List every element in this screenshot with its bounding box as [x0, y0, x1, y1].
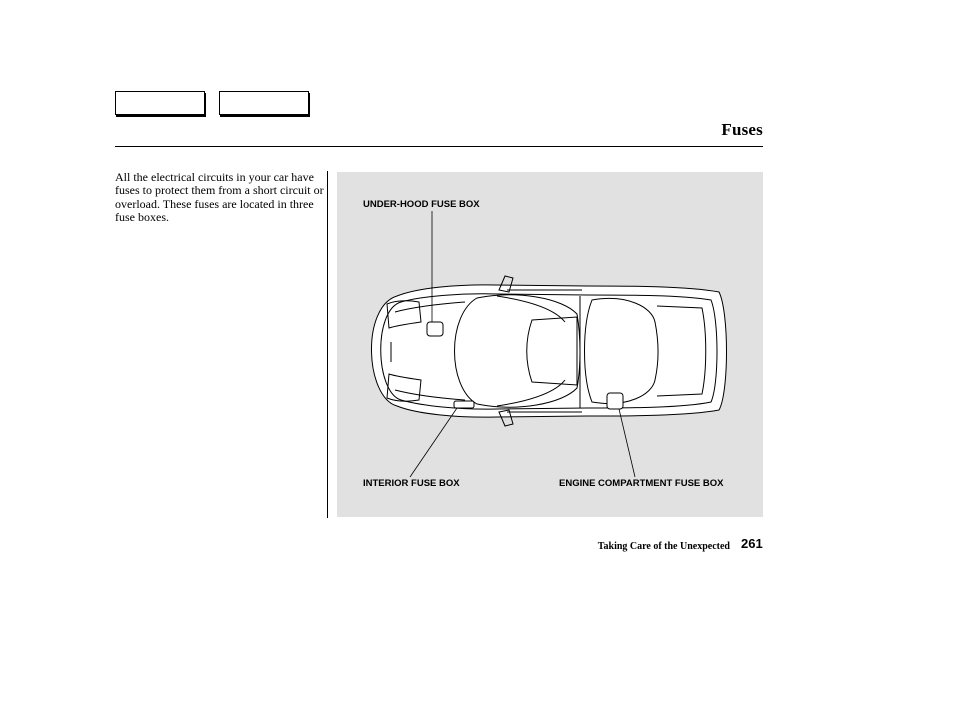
intro-paragraph: All the electrical circuits in your car have fuses to protect them from a short circuit or overload. These fuses are located in three fuse boxes. — [115, 170, 324, 225]
page-title: Fuses — [721, 120, 763, 139]
fuse-box-location-figure — [337, 172, 763, 517]
header-rule — [115, 146, 763, 147]
nav-button-1[interactable] — [115, 91, 205, 115]
under-hood-fuse-box-label: UNDER-HOOD FUSE BOX — [363, 199, 480, 210]
footer-section-title: Taking Care of the Unexpected — [597, 541, 730, 552]
car-top-view-illustration — [337, 172, 763, 517]
engine-compartment-fuse-box-label: ENGINE COMPARTMENT FUSE BOX — [559, 478, 724, 489]
interior-fuse-box-label: INTERIOR FUSE BOX — [363, 478, 460, 489]
column-divider — [327, 171, 328, 518]
page-number: 261 — [741, 536, 763, 551]
nav-button-2[interactable] — [219, 91, 309, 115]
